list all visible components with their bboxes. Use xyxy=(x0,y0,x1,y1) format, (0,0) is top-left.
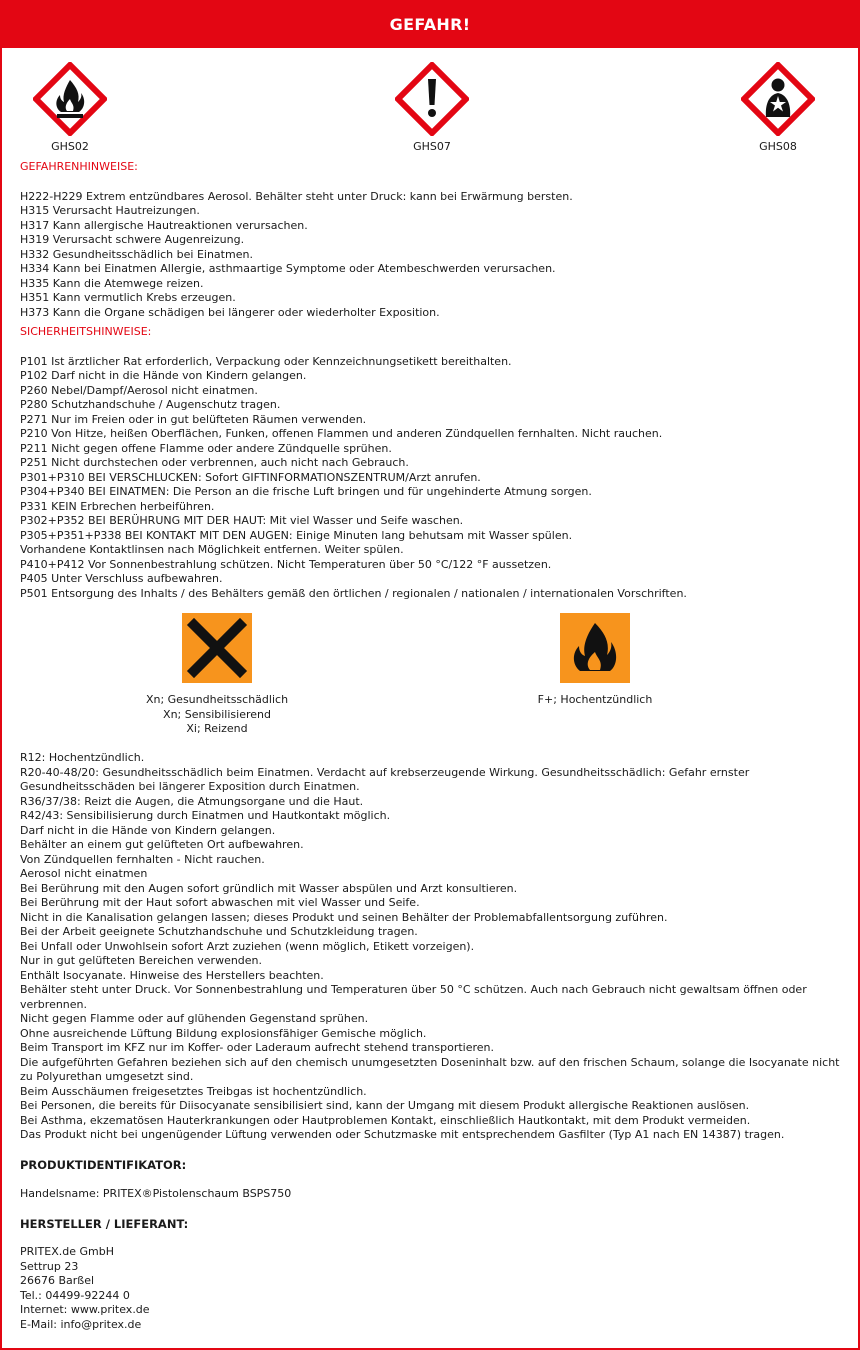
safety-section-title: SICHERHEITSHINWEISE: xyxy=(20,325,152,338)
symbol-label: Xn; Gesundheitsschädlich xyxy=(145,693,289,706)
precautionary-statement: P302+P352 BEI BERÜHRUNG MIT DER HAUT: Mit viel Wasser und Seife waschen. xyxy=(20,514,464,527)
hazard-section-title: GEFAHRENHINWEISE: xyxy=(20,160,138,173)
precautionary-statement: Vorhandene Kontaktlinsen nach Möglichkeit entfernen. Weiter spülen. xyxy=(20,543,404,556)
harmful-irritant-symbol xyxy=(132,613,302,737)
exclamation-icon xyxy=(395,62,469,136)
hazard-statement: H319 Verursacht schwere Augenreizung. xyxy=(20,233,245,246)
ghs-code: GHS07 xyxy=(413,140,451,153)
manufacturer-address xyxy=(20,1245,858,1332)
manufacturer-title: HERSTELLER / LIEFERANT: xyxy=(20,1216,189,1231)
precautionary-statement: P101 Ist ärztlicher Rat erforderlich, Verpackung oder Kennzeichnungsetikett bereithalten. xyxy=(20,354,512,368)
hazard-statement: H334 Kann bei Einatmen Allergie, asthmaartige Symptome oder Atembeschwerden verursachen. xyxy=(20,262,556,275)
highly-flammable-symbol xyxy=(522,613,668,708)
ghs-code: GHS02 xyxy=(51,140,89,153)
danger-banner: GEFAHR! xyxy=(2,0,858,48)
hazard-statement: H351 Kann vermutlich Krebs erzeugen. xyxy=(20,291,236,304)
product-identifier-title: PRODUKTIDENTIFIKATOR: xyxy=(20,1157,187,1172)
risk-phrase: Beim Transport im KFZ nur im Koffer- oder Laderaum aufrecht stehend transportieren. xyxy=(20,1041,494,1054)
flame-icon xyxy=(560,613,630,683)
precautionary-statement: P501 Entsorgung des Inhalts / des Behälters gemäß den örtlichen / regionalen / nationalen / internationalen Vorschriften. xyxy=(20,586,687,600)
precautionary-statement: P211 Nicht gegen offene Flamme oder andere Zündquelle sprühen. xyxy=(20,441,392,455)
hazard-statement: H335 Kann die Atemwege reizen. xyxy=(20,276,204,290)
hazard-statement: H315 Verursacht Hautreizungen. xyxy=(20,204,200,217)
precautionary-statement: P405 Unter Verschluss aufbewahren. xyxy=(20,572,223,585)
ghs-code: GHS08 xyxy=(759,140,797,153)
ghs07-pictogram xyxy=(392,62,472,153)
precautionary-statement: P304+P340 BEI EINATMEN: Die Person an die frische Luft bringen und für ungehinderte Atmung sorgen. xyxy=(20,485,592,498)
symbol-label: Xi; Reizend xyxy=(186,722,248,735)
risk-phrase: Behälter steht unter Druck. Vor Sonnenbestrahlung und Temperaturen über 50 °C schützen. Auch nach Gebrauch nicht gewaltsam öffnen oder verbrennen. xyxy=(20,983,807,1011)
health-hazard-icon xyxy=(741,62,815,136)
risk-phrase: Bei der Arbeit geeignete Schutzhandschuhe und Schutzkleidung tragen. xyxy=(20,925,418,938)
precautionary-statement: P305+P351+P338 BEI KONTAKT MIT DEN AUGEN: Einige Minuten lang behutsam mit Wasser spülen. xyxy=(20,528,573,542)
ghs08-pictogram xyxy=(738,62,818,153)
risk-phrase: Bei Berührung mit den Augen sofort gründlich mit Wasser abspülen und Arzt konsultieren. xyxy=(20,881,518,895)
risk-phrase: Ohne ausreichende Lüftung Bildung explosionsfähiger Gemische möglich. xyxy=(20,1026,427,1040)
risk-phrase: Bei Berührung mit der Haut sofort abwaschen mit viel Wasser und Seife. xyxy=(20,896,420,909)
precautionary-statement: P102 Darf nicht in die Hände von Kindern gelangen. xyxy=(20,369,307,382)
risk-phrase: Nicht in die Kanalisation gelangen lassen; dieses Produkt und seinen Behälter der Problemabfallentsorgung zuführen. xyxy=(20,910,668,924)
postal-city: 26676 Barßel xyxy=(20,1274,95,1287)
legacy-symbol-row xyxy=(2,601,858,751)
phone: Tel.: 04499-92244 0 xyxy=(20,1288,130,1302)
precautionary-statement: P260 Nebel/Dampf/Aerosol nicht einatmen. xyxy=(20,383,258,397)
risk-phrase-list xyxy=(20,751,858,1143)
precautionary-statement: P280 Schutzhandschuhe / Augenschutz tragen. xyxy=(20,398,281,411)
risk-phrase: Aerosol nicht einatmen xyxy=(20,867,148,880)
website-link[interactable]: Internet: www.pritex.de xyxy=(20,1303,150,1316)
hazard-statement-list xyxy=(20,190,858,321)
flame-icon xyxy=(33,62,107,136)
precautionary-statement: P251 Nicht durchstechen oder verbrennen, auch nicht nach Gebrauch. xyxy=(20,456,409,469)
precautionary-statement: P271 Nur im Freien oder in gut belüfteten Räumen verwenden. xyxy=(20,412,367,426)
precautionary-statement-list xyxy=(20,355,858,602)
symbol-label: Xn; Sensibilisierend xyxy=(163,707,271,721)
risk-phrase: Behälter an einem gut gelüfteten Ort aufbewahren. xyxy=(20,838,304,851)
risk-phrase: Enthält Isocyanate. Hinweise des Herstellers beachten. xyxy=(20,968,324,982)
hazard-statement: H317 Kann allergische Hautreaktionen verursachen. xyxy=(20,218,308,232)
risk-phrase: R36/37/38: Reizt die Augen, die Atmungsorgane und die Haut. xyxy=(20,794,364,808)
hazard-statement: H332 Gesundheitsschädlich bei Einatmen. xyxy=(20,247,253,261)
precautionary-statement: P301+P310 BEI VERSCHLUCKEN: Sofort GIFTINFORMATIONSZENTRUM/Arzt anrufen. xyxy=(20,470,481,484)
ghs02-pictogram xyxy=(30,62,110,153)
symbol-label: F+; Hochentzündlich xyxy=(537,693,653,706)
risk-phrase: Bei Asthma, ekzematösen Hauterkrankungen oder Hautproblemen Kontakt, einschließlich Hautkontakt, mit dem Produkt vermeiden. xyxy=(20,1113,751,1127)
label-content-lower xyxy=(2,751,858,1332)
email-link[interactable]: E-Mail: info@pritex.de xyxy=(20,1317,142,1331)
risk-phrase: Bei Personen, die bereits für Diisocyanate sensibilisiert sind, kann der Umgang mit diesem Produkt allergische Reaktionen auslösen. xyxy=(20,1099,750,1112)
risk-phrase: Darf nicht in die Hände von Kindern gelangen. xyxy=(20,823,276,837)
risk-phrase: R42/43: Sensibilisierung durch Einatmen und Hautkontakt möglich. xyxy=(20,809,391,822)
ghs-pictogram-row xyxy=(2,48,858,158)
risk-phrase: Nicht gegen Flamme oder auf glühenden Gegenstand sprühen. xyxy=(20,1012,369,1025)
risk-phrase: Die aufgeführten Gefahren beziehen sich auf den chemisch unumgesetzten Doseninhalt bzw. auf den frischen Schaum, solange die Isocyanate nicht zu Polyurethan umgesetzt sind. xyxy=(20,1055,840,1083)
risk-phrase: Das Produkt nicht bei ungenügender Lüftung verwenden oder Schutzmaske mit entsprechendem Gasfilter (Typ A1 nach EN 14387) tragen. xyxy=(20,1128,785,1141)
cross-icon xyxy=(182,613,252,683)
hazard-statement: H222-H229 Extrem entzündbares Aerosol. Behälter steht unter Druck: kann bei Erwärmung bersten. xyxy=(20,189,573,203)
precautionary-statement: P210 Von Hitze, heißen Oberflächen, Funken, offenen Flammen und anderen Zündquellen fernhalten. Nicht rauchen. xyxy=(20,427,663,440)
risk-phrase: R12: Hochentzündlich. xyxy=(20,751,145,764)
company-name: PRITEX.de GmbH xyxy=(20,1245,114,1258)
risk-phrase: Von Zündquellen fernhalten - Nicht rauchen. xyxy=(20,852,265,866)
risk-phrase: Nur in gut gelüfteten Bereichen verwenden. xyxy=(20,954,263,967)
precautionary-statement: P331 KEIN Erbrechen herbeiführen. xyxy=(20,499,215,513)
street: Settrup 23 xyxy=(20,1259,79,1273)
precautionary-statement: P410+P412 Vor Sonnenbestrahlung schützen. Nicht Temperaturen über 50 °C/122 °F aussetzen. xyxy=(20,557,552,571)
hazard-statement: H373 Kann die Organe schädigen bei längerer oder wiederholter Exposition. xyxy=(20,305,440,319)
product-name: Handelsname: PRITEX®Pistolenschaum BSPS750 xyxy=(20,1187,292,1200)
label-content xyxy=(2,160,858,601)
risk-phrase: R20-40-48/20: Gesundheitsschädlich beim Einatmen. Verdacht auf krebserzeugende Wirkung. Gesundheitsschädlich: Gefahr ernster Gesundheitsschäden bei längerer Exposition durch Einatmen. xyxy=(20,765,750,793)
risk-phrase: Beim Ausschäumen freigesetztes Treibgas ist hochentzündlich. xyxy=(20,1084,367,1098)
risk-phrase: Bei Unfall oder Unwohlsein sofort Arzt zuziehen (wenn möglich, Etikett vorzeigen). xyxy=(20,939,475,953)
